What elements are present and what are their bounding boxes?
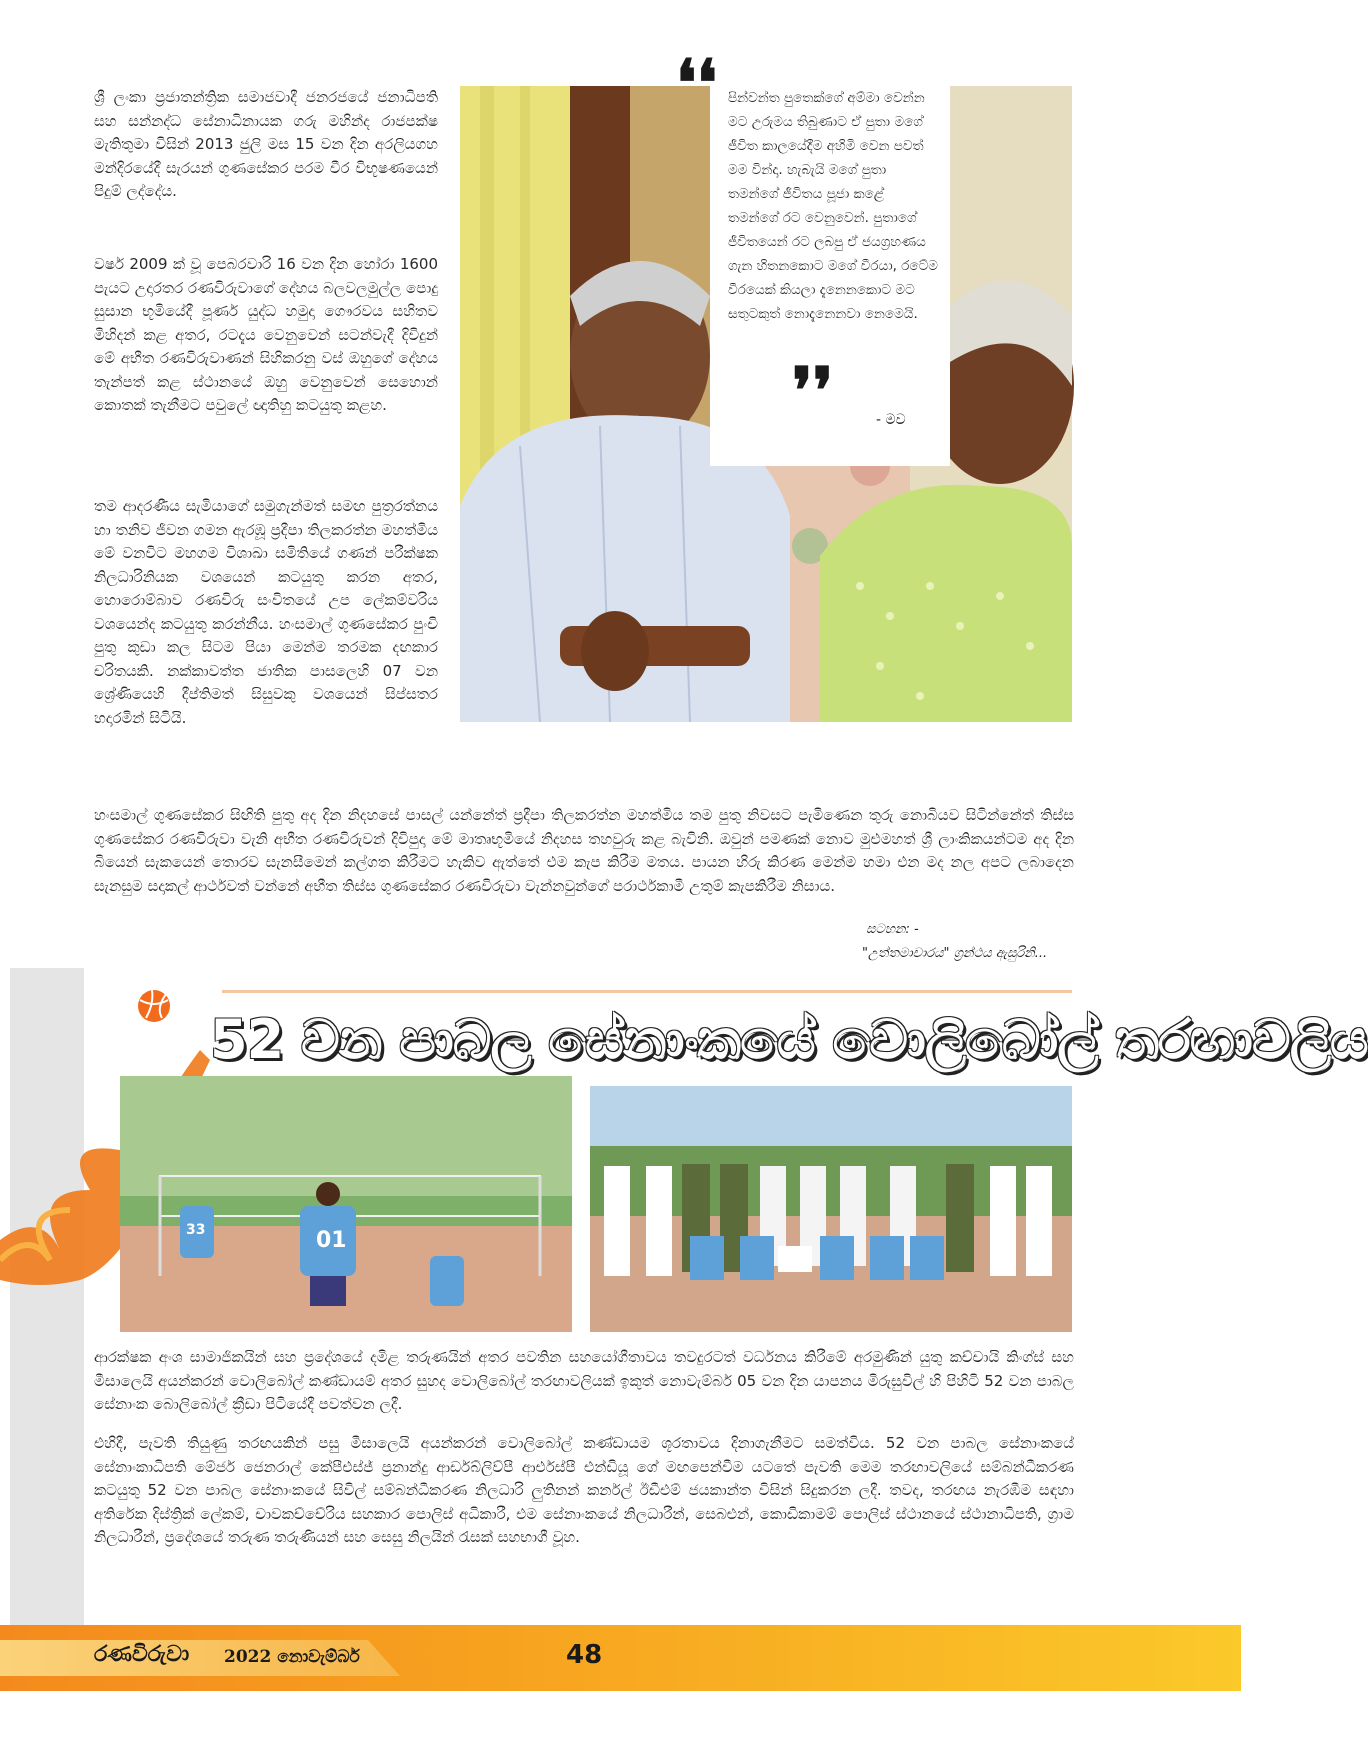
jersey-number-b: 33	[186, 1222, 206, 1238]
issue-date: 2022 නොවැම්බර්	[224, 1647, 360, 1667]
volleyball-icon	[136, 988, 172, 1024]
source-text: "උත්තමාචාරය" ග්‍රන්ථය ඇසුරිනි...	[862, 946, 1048, 961]
open-quote-icon: ❛❛	[676, 46, 718, 121]
article-paragraph-2: වර්ෂ 2009 ක් වූ පෙබරවාරි 16 වන දින හෝරා 1600 පැයට උදාරතර රණවිරුවාගේ දේහය බලවලමුල්ල පොදු සුසාන භූමියේදී පූර්ණ යුද්ධ හමුදා ගෞරවය සහිතව මිහිදන් කළ අතර, රටදැය වෙනුවෙන් සටන්වැදී දිවිදුන් මේ අභීත රණවිරුවාණන් සිහිකරනු වස් ඔහුගේ දේහය තැන්පත් කළ ස්ථානයේ ඔහු වෙනුවෙන් සෙහොන් කොතක් තැනීමට පවුලේ ඥාතිහු කටයුතු කළහ.	[94, 255, 438, 414]
quote-text: පින්වන්ත පුතෙක්ගේ අම්මා වෙන්න මට උරුමය තිබුණාට ඒ පුතා මගේ ජීවිත කාලයේදීම අහිමි වෙන පවත් මම වින්දා. හැබැයි මගේ පුතා තමන්ගේ ජීවිතය පූජා කළේ තමන්ගේ රට වෙනුවෙන්. පුතාගේ ජීවිතයෙන් රට ලබපු ඒ ජයග්‍රහණය ගැන හිතනකොට මගේ වීරයා, රටේම වීරයෙක් කියලා දැනෙනකොට මට සතුටකුත් නොදැනෙනවා නෙමෙයි.	[728, 90, 939, 322]
team-group-photo	[590, 1086, 1072, 1332]
page-number: 48	[566, 1640, 603, 1670]
magazine-name: රණවිරුවා	[94, 1642, 190, 1667]
volleyball-title: 52 වන පාබල සේනාංකයේ වොලිබෝල් තරඟාවලිය	[210, 1008, 1368, 1071]
group-photo-illustration	[590, 1086, 1072, 1332]
article-paragraph-3: තම ආදරණීය සැමියාගේ සමුගැන්මත් සමඟ පුත්‍රරත්නය හා තනිව ජීවන ගමන ඇරඹූ ප්‍රදීපා තිලකරත්න මහත්මිය මේ වනවිට මහගම විශාඛා සමිතියේ ගණන් පරීක්ෂක නිලධාරිනියක වශයෙන් කටයුතු කරන අතර, හොරොම්බාව රණවිරු සංවිතයේ උප ලේකම්වරිය වශයෙන්ද කටයුතු කරන්නීය. හංසමාල් ගුණසේකර පුංචි පුතු කුඩා කල සිටම පියා මෙන්ම තරමක දඟකාර චරිතයකි. නක්කාවත්ත ජාතික පාසලෙහි 07 වන ශ්‍රේණියෙහි දීප්තිමත් සිසුවකු වශයෙන් සිප්සතර හදාරමින් සිටියි.	[94, 497, 438, 727]
volleyball-paragraph-2: එහිදී, පැවති තියුණු තරඟයකින් පසු මීසාලෙයි අයන්කරන් වොලිබෝල් කණ්ඩායම ශූරතාවය දිනාගැනීමට සමත්විය. 52 වන පාබල සේනාංකයේ සේනාංකාධිපති මේජර් ජෙනරාල් කේපීඑස්ජ් ප්‍රනාන්දු ආර්ඩබ්ලිව්පී ආර්එස්පී එන්ඩියූ ගේ මඟපෙන්වීම යටතේ පැවති මෙම තරඟාවලියේ සම්බන්ධීකරණ කටයුතු 52 වන පාබල සේනාංකයේ සිවිල් සම්බන්ධීකරණ නිලධාරි ලුතිනන් කර්නල් ඊඩීඑම් ජයකාන්ත විසින් සිදුකරන ලදී. තවද, තරඟය නැරඹීම සඳහා අතිරේක දිස්ත්‍රික් ලේකම්, චාවකච්චේරිය සහකාර පොලිස් අධිකාරී, එම සේනාංකයේ නිලධාරීන්, සෙබළුන්, කොඩිකාමම් පොලිස් ස්ථානයේ ස්ථානාධිපති, ග්‍රාම නිලධාරීන්, ප්‍රදේශයේ තරුණ තරුණියන් සහ සෙසු නිලයින් රැසක් සහභාගී වූහ.	[94, 1434, 1074, 1546]
article-paragraph-1: ශ්‍රී ලංකා ප්‍රජාතන්ත්‍රික සමාජවාදී ජනරජයේ ජනාධිපති සහ සන්නද්ධ සේනාධිනායක ගරු මහින්ද රාජපක්ෂ මැතිතුමා විසින් 2013 ජුලි මස 15 වන දින අරලියගහ මන්දිරයේදී සැරයන් ගුණසේකර පරම වීර විභූෂණයෙන් පිදුම් ලද්දේය.	[94, 88, 438, 200]
article-paragraph-4: හංසමාල් ගුණසේකර සිඟිති පුතු අද දින නිදහසේ පාසල් යන්නේත් ප්‍රදීපා තිලකරත්න මහත්මිය තම පුතු නිවසට පැමිණෙන තුරු නොබියව සිටින්නේත් තිස්ස ගුණසේකර රණවිරුවා වැනි අභීත රණවිරුවන් දිවිපුදා මේ මාතෘභූමියේ නිදහස තහවුරු කළ බැවිනි. ඔවුන් පමණක් නොව මුළුමහත් ශ්‍රී ලාංකිකයන්ටම අද දින බියෙන් සැකයෙන් තොරව සැනසීමෙන් කල්ගත කිරීමට හැකිව ඇත්තේ එම කැප කිරීම මතය. පායන හිරු කිරණ මෙන්ම හමා එන මද නල අපට ලබාදෙන සැනසුම සදාකල් ආර්ථවත් වන්නේ අභීත තිස්ස ගුණසේකර රණවිරුවා වැන්නවුන්ගේ පරාර්ථකාමී උතුම් කැපකිරීම නිසාය.	[94, 806, 1074, 895]
volleyball-match-photo	[120, 1076, 572, 1332]
quote-attribution: - මව	[876, 412, 906, 428]
source-label: සටහන: -	[866, 922, 919, 937]
volleyball-paragraph-1: ආරක්ෂක අංශ සාමාජිකයින් සහ ප්‍රදේශයේ දමිළ තරුණයින් අතර පවතින සහයෝගීතාවය තවදුරටත් වර්ධනය කිරීමේ අරමුණින් යුතු කච්චායි කිංග්ස් සහ මීසාලෙයි අයන්කරන් වොලිබෝල් කණ්ඩායම් අතර සුහද වොලිබෝල් තරඟාවලියක් ඉකුත් නොවැම්බර් 05 වන දින යාපනය මිරුසුවිල් හි පිහිටි 52 වන පාබල සේනාංක බොලිබෝල් ක්‍රීඩා පිටියේදී පවත්වන ලදී.	[94, 1348, 1074, 1413]
match-photo-illustration	[120, 1076, 572, 1332]
jersey-number-a: 01	[316, 1228, 347, 1253]
section-divider	[222, 990, 1072, 993]
close-quote-icon: ❜❜	[792, 354, 834, 429]
